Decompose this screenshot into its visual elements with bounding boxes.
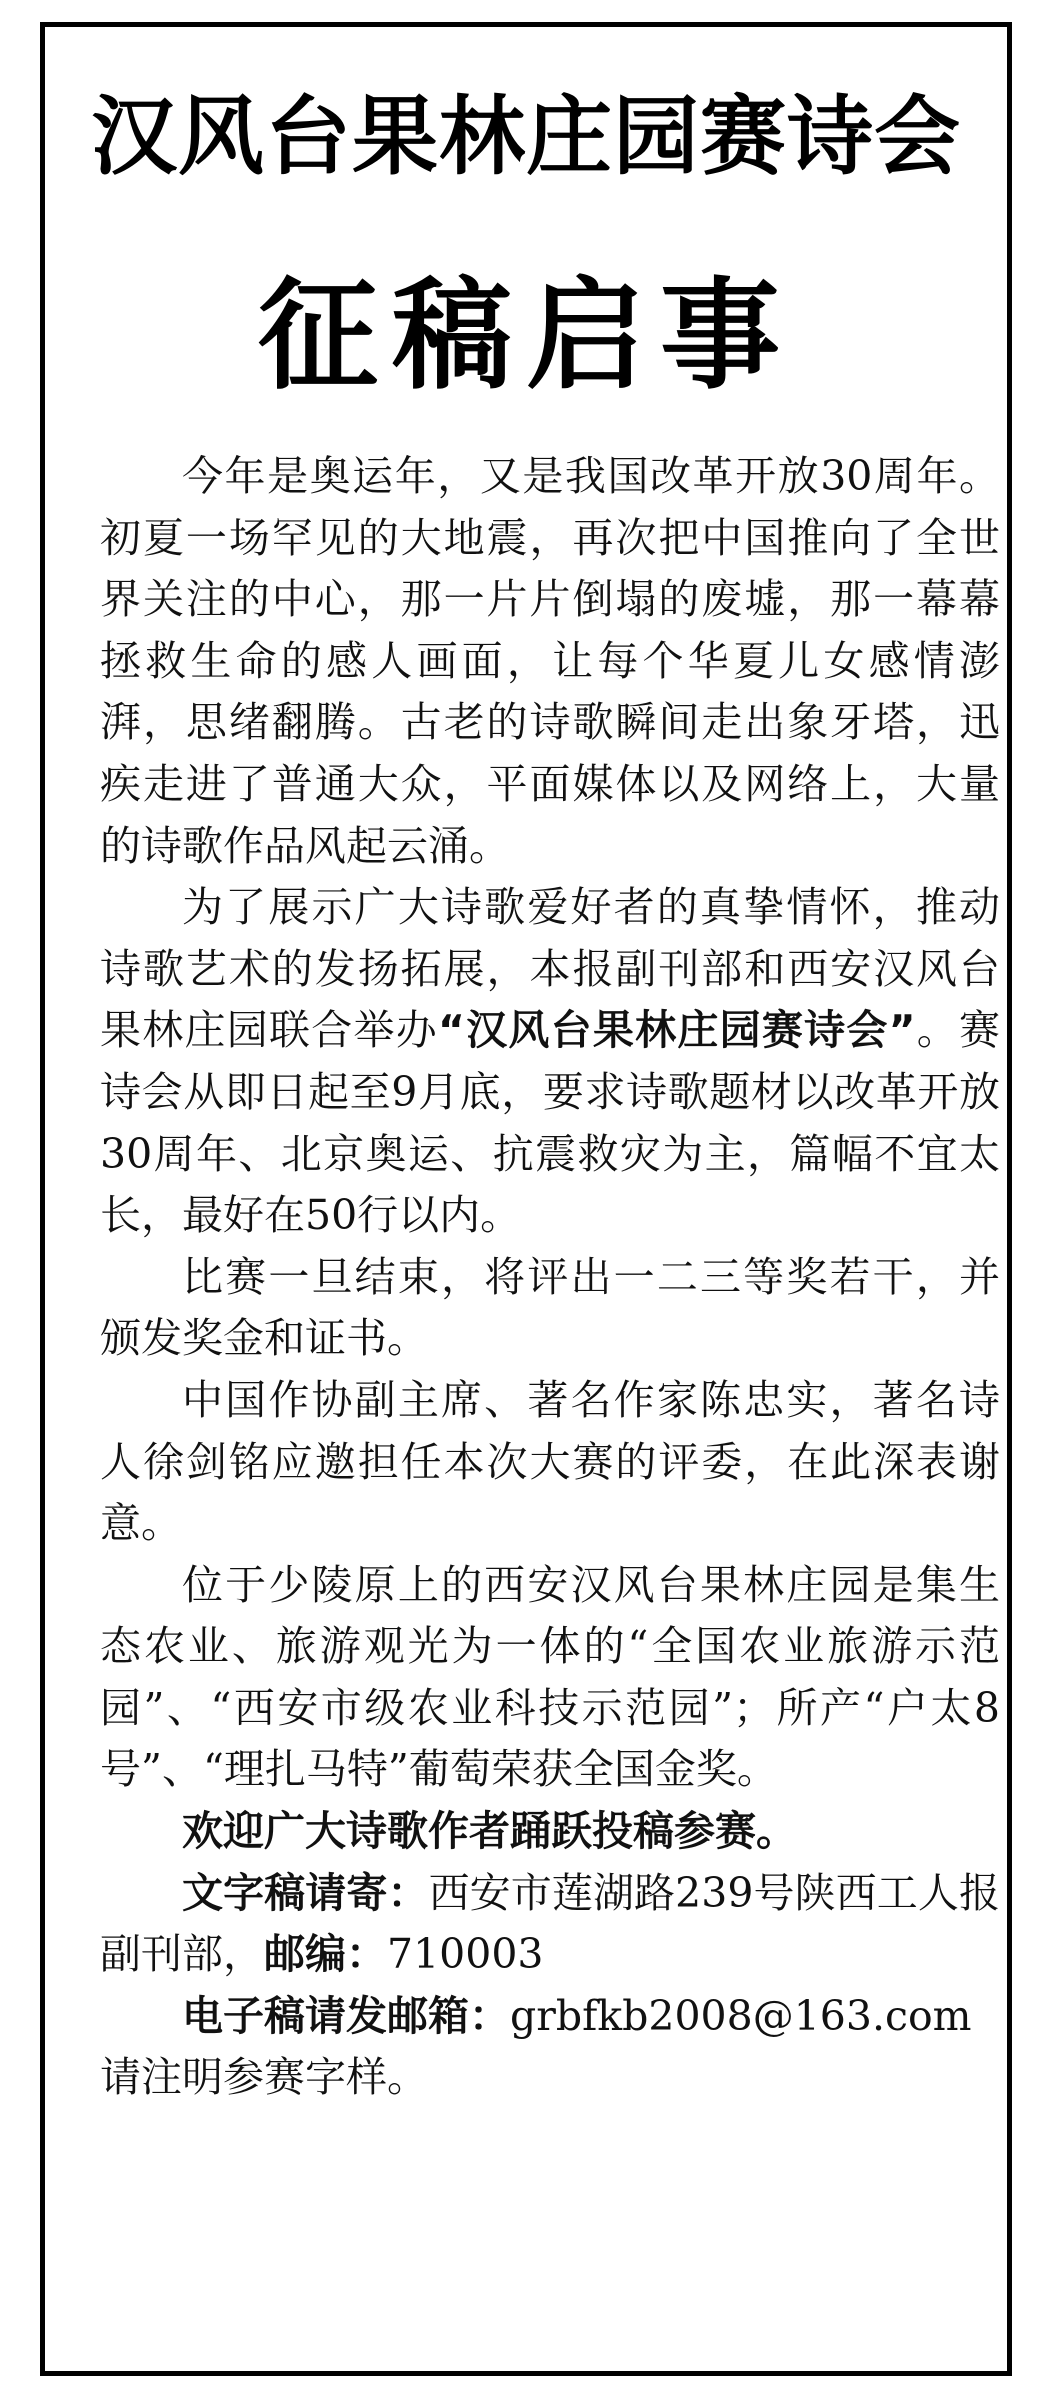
- email-label: 电子稿请发邮箱：: [182, 1991, 510, 2040]
- postcode: 710003: [387, 1930, 544, 1979]
- notice-body: [100, 446, 1000, 2109]
- event-text-before: 为了展示广大诗歌爱好者的真挚情怀，推动诗歌艺术的发扬拓展，本报副刊部和西安汉风台果林庄园联合举办: [100, 883, 1000, 1055]
- postcode-label: 邮编：: [264, 1930, 387, 1979]
- mail-label: 文字稿请寄：: [182, 1868, 429, 1917]
- paragraph-note: 请注明参赛字样。: [100, 2053, 428, 2102]
- paragraph-welcome: 欢迎广大诗歌作者踊跃投稿参赛。: [182, 1807, 797, 1856]
- email-address: grbfkb2008@163.com: [510, 1991, 972, 2040]
- paragraph-intro: 今年是奥运年，又是我国改革开放30周年。初夏一场罕见的大地震，再次把中国推向了全世界关注的中心，那一片片倒塌的废墟，那一幕幕拯救生命的感人画面，让每个华夏儿女感情澎湃，思绪翻腾。古老的诗歌瞬间走出象牙塔，迅疾走进了普通大众，平面媒体以及网络上，大量的诗歌作品风起云涌。: [100, 452, 1000, 870]
- mail-address: 西安市莲湖路239号陕西工人报副刊部，: [100, 1868, 1000, 1979]
- event-name: “汉风台果林庄园赛诗会”: [437, 1006, 916, 1055]
- paragraph-sponsor: 位于少陵原上的西安汉风台果林庄园是集生态农业、旅游观光为一体的“全国农业旅游示范园”、“西安市级农业科技示范园”；所产“户太8号”、“理扎马特”葡萄荣获全国金奖。: [100, 1560, 1000, 1794]
- event-text-after: 。赛诗会从即日起至9月底，要求诗歌题材以改革开放30周年、北京奥运、抗震救灾为主，篇幅不宜太长，最好在50行以内。: [100, 1006, 1001, 1240]
- notice-subtitle: 征稿启事: [258, 267, 794, 406]
- paragraph-event: [100, 877, 1000, 1247]
- notice-title: 汉风台果林庄园赛诗会: [91, 87, 961, 187]
- paragraph-awards: 比赛一旦结束，将评出一二三等奖若干，并颁发奖金和证书。: [100, 1252, 1000, 1363]
- paragraph-email: [100, 1986, 1000, 2048]
- paragraph-mail: [100, 1863, 1000, 1986]
- paragraph-judges: 中国作协副主席、著名作家陈忠实，著名诗人徐剑铭应邀担任本次大赛的评委，在此深表谢意。: [100, 1375, 1000, 1548]
